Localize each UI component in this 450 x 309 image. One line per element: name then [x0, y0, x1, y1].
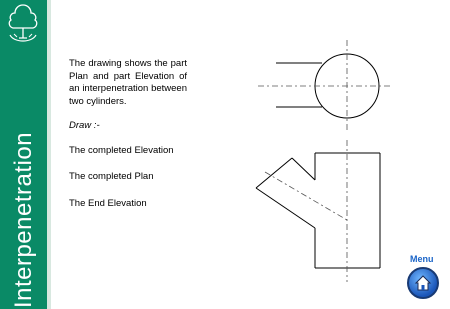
- elevation-centerlines: [265, 140, 347, 282]
- vertical-title: Interpenetration: [10, 131, 37, 309]
- home-icon: [414, 274, 432, 292]
- item-plan: The completed Plan: [69, 171, 154, 182]
- item-end-elevation: The End Elevation: [69, 198, 147, 209]
- home-button[interactable]: [407, 267, 439, 299]
- plan-centerlines: [258, 40, 392, 130]
- item-elevation: The completed Elevation: [69, 145, 174, 156]
- elevation-view: [256, 153, 380, 268]
- intro-paragraph: The drawing shows the part Plan and part Elevation of an interpenetration between two cylinders.: [69, 58, 187, 107]
- draw-label: Draw :-: [69, 120, 100, 131]
- menu-label[interactable]: Menu: [410, 254, 434, 264]
